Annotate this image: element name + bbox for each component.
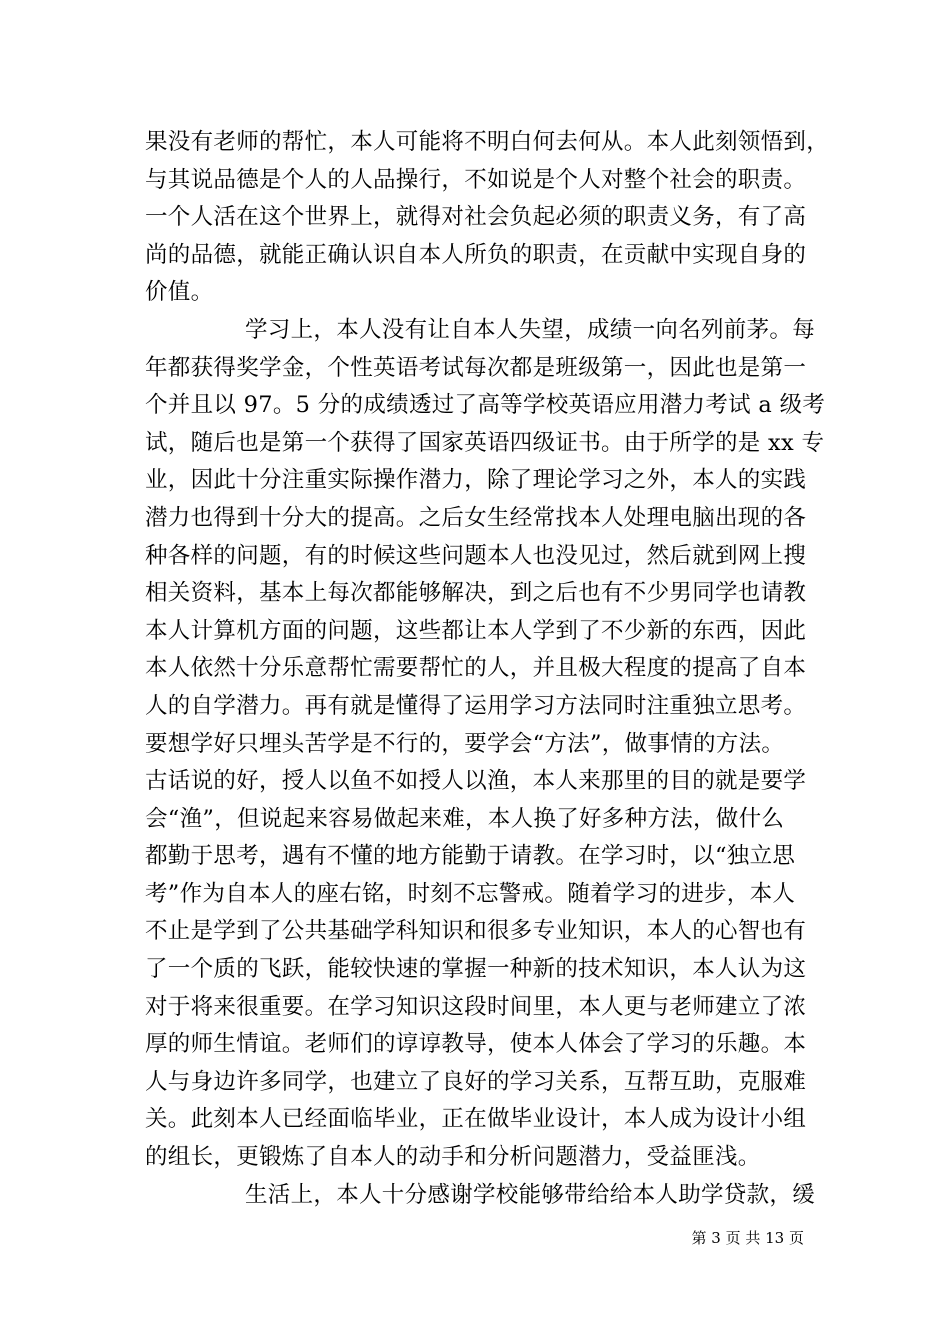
text-line: 的组长，更锻炼了自本人的动手和分析问题潜力，受益匪浅。	[145, 1144, 761, 1171]
text-line: 种各样的问题，有的时候这些问题本人也没见过，然后就到网上搜	[145, 542, 807, 569]
text-line: 要想学好只埋头苦学是不行的，要学会“方法”，做事情的方法。	[145, 730, 785, 757]
text-line: 都勤于思考，遇有不懂的地方能勤于请教。在学习时，以“独立思	[145, 843, 796, 870]
text-line: 古话说的好，授人以鱼不如授人以渔，本人来那里的目的就是要学	[145, 768, 807, 795]
text-line: 会“渔”，但说起来容易做起来难，本人换了好多种方法，做什么	[145, 805, 785, 832]
text-line: 不止是学到了公共基础学科知识和很多专业知识，本人的心智也有	[145, 918, 807, 945]
text-line: 人的自学潜力。再有就是懂得了运用学习方法同时注重独立思考。	[145, 692, 807, 719]
text-line: 业，因此十分注重实际操作潜力，除了理论学习之外，本人的实践	[145, 467, 807, 494]
text-line: 果没有老师的帮忙，本人可能将不明白何去何从。本人此刻领悟到，	[145, 129, 830, 155]
text-line: 考”作为自本人的座右铭，时刻不忘警戒。随着学习的进步，本人	[145, 880, 796, 907]
text-line: 价值。	[145, 279, 214, 306]
text-line: 关。此刻本人已经面临毕业，正在做毕业设计，本人成为设计小组	[145, 1106, 807, 1133]
body-text	[145, 124, 830, 1214]
text-line: 厚的师生情谊。老师们的谆谆教导，使本人体会了学习的乐趣。本	[145, 1031, 807, 1058]
text-line: 试，随后也是第一个获得了国家英语四级证书。由于所学的是 xx 专	[145, 429, 825, 456]
text-line: 生活上，本人十分感谢学校能够带给给本人助学贷款，缓	[245, 1181, 816, 1208]
text-line: 与其说品德是个人的人品操行，不如说是个人对整个社会的职责。	[145, 166, 807, 193]
text-line: 本人依然十分乐意帮忙需要帮忙的人，并且极大程度的提高了自本	[145, 655, 807, 682]
text-line: 年都获得奖学金，个性英语考试每次都是班级第一，因此也是第一	[145, 354, 807, 381]
text-line: 潜力也得到十分大的提高。之后女生经常找本人处理电脑出现的各	[145, 504, 807, 531]
text-line: 人与身边许多同学，也建立了良好的学习关系，互帮互助，克服难	[145, 1068, 807, 1095]
text-line: 一个人活在这个世界上，就得对社会负起必须的职责义务，有了高	[145, 204, 807, 231]
page-number-footer: 第 3 页 共 13 页	[691, 1229, 804, 1247]
text-line: 相关资料，基本上每次都能够解决，到之后也有不少男同学也请教	[145, 580, 807, 607]
text-line: 对于将来很重要。在学习知识这段时间里，本人更与老师建立了浓	[145, 993, 807, 1020]
text-line: 了一个质的飞跃，能较快速的掌握一种新的技术知识，本人认为这	[145, 956, 807, 983]
text-line: 学习上，本人没有让自本人失望，成绩一向名列前茅。每	[245, 316, 816, 343]
text-line: 本人计算机方面的问题，这些都让本人学到了不少新的东西，因此	[145, 617, 807, 644]
text-line: 个并且以 97。5 分的成绩透过了高等学校英语应用潜力考试 a 级考	[145, 392, 826, 419]
text-line: 尚的品德，就能正确认识自本人所负的职责，在贡献中实现自身的	[145, 241, 807, 268]
